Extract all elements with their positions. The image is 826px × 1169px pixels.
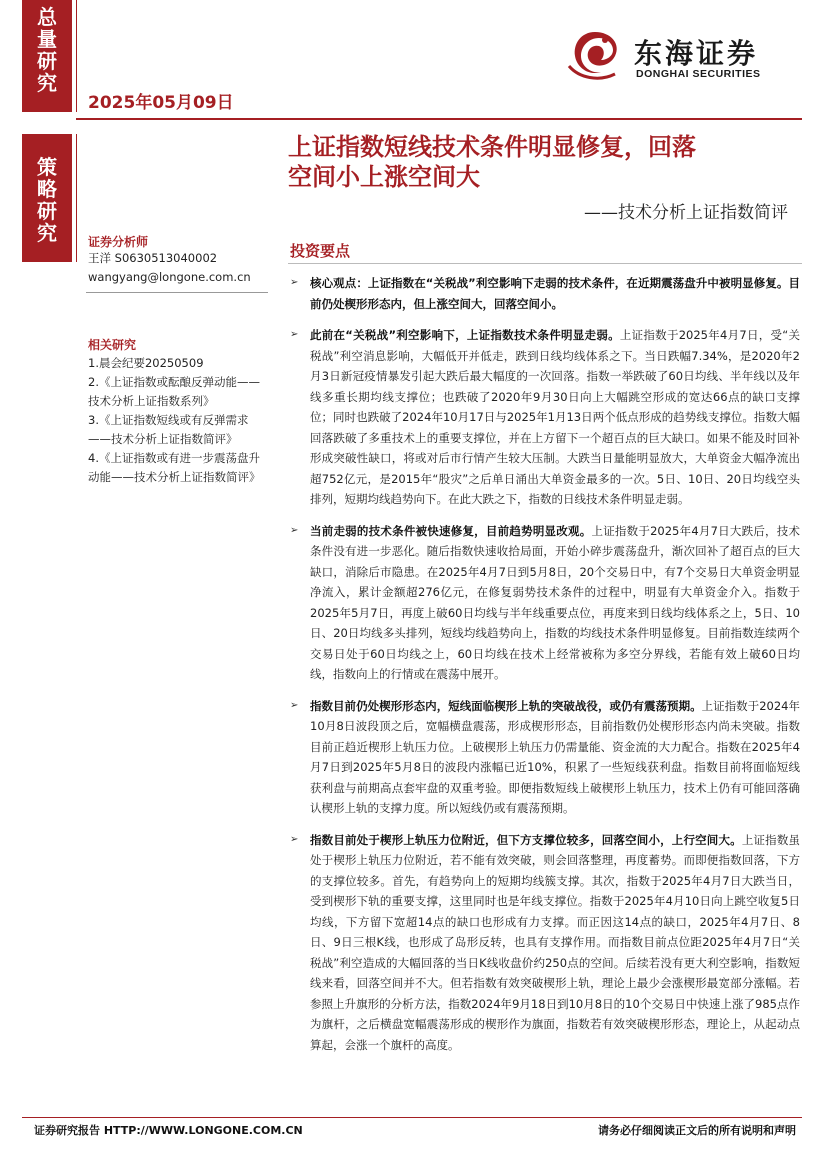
title-line: 空间小上涨空间大 [288, 163, 480, 191]
footer-disclaimer: 请务必仔细阅读正文后的所有说明和声明 [598, 1124, 796, 1137]
tab-char: 究 [37, 71, 57, 95]
section-heading: 投资要点 [290, 242, 351, 260]
bullet-arrow-icon: ➢ [290, 329, 299, 340]
related-item[interactable]: 1.晨会纪要20250509 [88, 356, 204, 370]
tab-char: 究 [37, 221, 57, 245]
analyst-heading: 证券分析师 [88, 235, 149, 249]
title-line: 上证指数短线技术条件明显修复，回落 [288, 133, 696, 161]
related-item[interactable]: 4.《上证指数或有进一步震荡盘升动能——技术分析上证指数简评》 [88, 451, 261, 484]
point-body: 上证指数于2025年4月7日，受“关税战”利空消息影响，大幅低开并低走，跌到日线均线体系之下。当日跌幅7.34%，是2020年2月3日新冠疫情暴发引起大跌后最大幅度的一次回落。指数一举跌破了60日均线、半年线以及年线多重长期均线支撑位；也跌破了2020年9月30日向上大幅跳空形成的宽达66点的缺口支撑位；同时也跌破了2024年10月17日与2025年1月13日两个低点形成的趋势线支撑位。指数大幅回落跌破了多重技术上的重要支撑位，并在上方留下一个超百点的巨大缺口。如果不能及时回补形成突破性缺口，将或对后市行情产生较大压制。大跌当日量能明显放大，大单资金大幅净流出超752亿元，是2015年“股灾”之后单日涌出大单资金最多的一次。5日、10日、20日均线空头排列，短期均线趋势向下。在此大跌之下，指数的日线技术条件明显走弱。 [310, 328, 800, 506]
category-tab-total-research [22, 0, 72, 112]
related-heading: 相关研究 [88, 338, 137, 352]
tab-char: 研 [37, 49, 57, 73]
analyst-email[interactable]: wangyang@longone.com.cn [88, 270, 251, 284]
related-list [88, 354, 270, 487]
category-tab-strategy-research [22, 134, 72, 262]
key-point [288, 696, 800, 819]
bullet-arrow-icon: ➢ [290, 277, 299, 288]
tab-char: 策 [37, 155, 57, 179]
point-lead: 指数目前仍处楔形形态内，短线面临楔形上轨的突破战役，或仍有震荡预期。 [310, 698, 702, 713]
point-lead: 指数目前处于楔形上轨压力位附近，但下方支撑位较多，回落空间小，上行空间大。 [310, 832, 742, 847]
key-point [288, 273, 800, 314]
report-title [288, 132, 788, 192]
point-lead: 核心观点：上证指数在“关税战”利空影响下走弱的技术条件，在近期震荡盘升中被明显修复。目前仍处楔形形态内，但上涨空间大，回落空间小。 [310, 276, 800, 311]
key-point [288, 830, 800, 1056]
tab-divider [76, 0, 77, 112]
tab-char: 量 [37, 27, 57, 51]
point-body: 上证指数于2024年10月8日波段顶之后，宽幅横盘震荡，形成楔形形态，目前指数仍处楔形形态内尚未突破。指数目前正趋近楔形上轨压力位。上破楔形上轨压力仍需量能、资金流的大力配合。指数在2025年4月7日到2025年5月8日的波段内涨幅已近10%，积累了一些短线获利盘。指数目前将面临短线获利盘与前期高点套牢盘的双重考验。即便指数短线上破楔形上轨压力，技术上仍有可能回落确认楔形上轨的支撑力度。所以短线仍或有震荡预期。 [310, 698, 800, 815]
analyst-name: 王洋 S0630513040002 [88, 251, 218, 265]
footer-website[interactable]: 证券研究报告 HTTP://WWW.LONGONE.COM.CN [34, 1124, 303, 1137]
tab-char: 略 [37, 177, 57, 201]
footer-rule [22, 1117, 802, 1118]
key-point [288, 325, 800, 510]
logo-text-cn: 东海证券 [634, 37, 759, 70]
report-subtitle: ——技术分析上证指数简评 [584, 203, 788, 223]
side-divider [86, 292, 268, 293]
header-rule [76, 118, 802, 120]
bullet-arrow-icon: ➢ [290, 833, 299, 845]
key-point [288, 521, 800, 685]
key-points [288, 273, 800, 1066]
related-item[interactable]: 2.《上证指数或酝酿反弹动能——技术分析上证指数系列》 [88, 375, 260, 408]
tab-divider [76, 134, 77, 262]
logo-text-en: DONGHAI SECURITIES [636, 68, 761, 80]
point-body: 上证指数于2025年4月7日大跌后，技术条件没有进一步恶化。随后指数快速收拾局面，开始小碎步震荡盘升，渐次回补了超百点的巨大缺口，消除后市隐患。在2025年4月7日到5月8日，20个交易日中，有7个交易日大单资金明显净流入，累计金额超276亿元，在修复弱势技术条件的过程中，明显有大单资金介入。指数于2025年5月7日，再度上破60日均线与半年线重要点位，再度来到日线均线体系之上，5日、10日、20日均线多头排列，短线均线趋势向上，指数的均线技术条件明显修复。目前指数连续两个交易日处于60日均线之上，60日均线在技术上经常被称为多空分界线，若能有效上破60日均线，指数向上的行情或在震荡中展开。 [310, 523, 801, 681]
point-lead: 当前走弱的技术条件被快速修复，目前趋势明显改观。 [310, 523, 592, 538]
point-body: 上证指数虽处于楔形上轨压力位附近，若不能有效突破，则会回落整理，再度蓄势。而即便指数回落，下方的支撑位较多。首先，有趋势向上的短期均线簇支撑。其次，指数于2025年4月7日大跌当日，受到楔形下轨的重要支撑，这里同时也是年线支撑位。指数于2025年4月10日向上跳空收复5日均线，下方留下宽超14点的缺口也形成有力支撑。而正因这14点的缺口，2025年4月7日、8日、9日三根K线，也形成了岛形反转，也具有支撑作用。而指数目前点位距2025年4月7日“关税战”利空造成的大幅回落的当日K线收盘价约250点的空间。后续若没有更大利空影响，指数短线来看，回落空间并不大。但若指数有效突破楔形上轨，理论上最少会涨楔形最宽部分涨幅。若参照上升旗形的分析方法，指数2024年9月18日到10月8日的10个交易日中快速上涨了985点作为旗杆，之后横盘宽幅震荡形成的楔形作为旗面，指数若有效突破楔形形态，理论上，从起动点算起，会涨一个旗杆的高度。 [310, 832, 800, 1052]
tab-char: 研 [37, 199, 57, 223]
bullet-arrow-icon: ➢ [290, 699, 299, 711]
report-date: 2025年05月09日 [88, 93, 234, 113]
tab-char: 总 [37, 5, 57, 29]
bullet-arrow-icon: ➢ [290, 524, 299, 536]
point-lead: 此前在“关税战”利空影响下，上证指数技术条件明显走弱。 [310, 328, 620, 342]
section-divider [288, 263, 802, 264]
related-item[interactable]: 3.《上证指数短线或有反弹需求——技术分析上证指数简评》 [88, 413, 249, 446]
donghai-logo-icon [565, 26, 629, 86]
